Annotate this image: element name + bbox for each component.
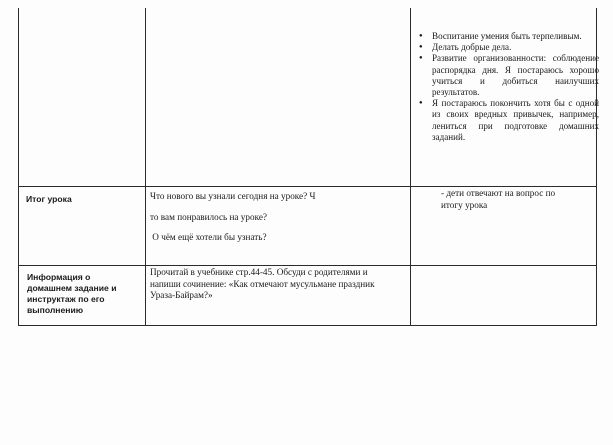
goal-item: ● Делать добрые дела. [432, 42, 599, 53]
table-border-row2 [18, 265, 597, 266]
goal-item: ● Развитие организованности: соблюдение распорядка дня. Я постараюсь хорошо учиться и добиться наилучших результатов. [432, 53, 599, 98]
homework-task-line: Прочитай в учебнике стр.44-45. Обсуди с родителями и [150, 267, 368, 277]
summary-student-activity [441, 188, 591, 211]
summary-teacher-line: Что нового вы узнали сегодня на уроке? Ч [150, 191, 316, 201]
table-border-col2 [410, 8, 411, 326]
summary-teacher-line: О чём ещё хотели бы узнать? [150, 232, 267, 242]
homework-task-line: напиши сочинение: «Как отмечают мусульмане праздник [150, 278, 375, 289]
homework-task-line: Ураза-Байрам?» [150, 290, 213, 300]
homework-label-line: Информация о [27, 272, 91, 282]
summary-label: Итог урока [26, 194, 72, 204]
summary-student-line: - дети отвечают на вопрос по [441, 188, 556, 198]
goal-item: ● Я постараюсь покончить хотя бы с одной из своих вредных привычек, например, лениться при подготовке домашних заданий. [432, 98, 599, 143]
homework-label [27, 272, 142, 316]
summary-student-line: итогу урока [441, 199, 488, 210]
homework-label-line: домашнем задание и [27, 283, 117, 293]
table-border-col1 [145, 8, 146, 326]
goals-list [418, 31, 599, 143]
goal-item: ● Воспитание умения быть терпеливым. [432, 31, 599, 42]
table-border-bottom [18, 325, 597, 326]
homework-label-line: инструктаж по его [27, 294, 105, 304]
homework-task [150, 267, 408, 302]
homework-label-line: выполнению [27, 305, 84, 315]
summary-teacher-question [150, 191, 406, 244]
table-border-row1 [18, 186, 597, 187]
summary-teacher-line: то вам понравилось на уроке? [150, 211, 267, 222]
table-border-left [18, 8, 19, 326]
